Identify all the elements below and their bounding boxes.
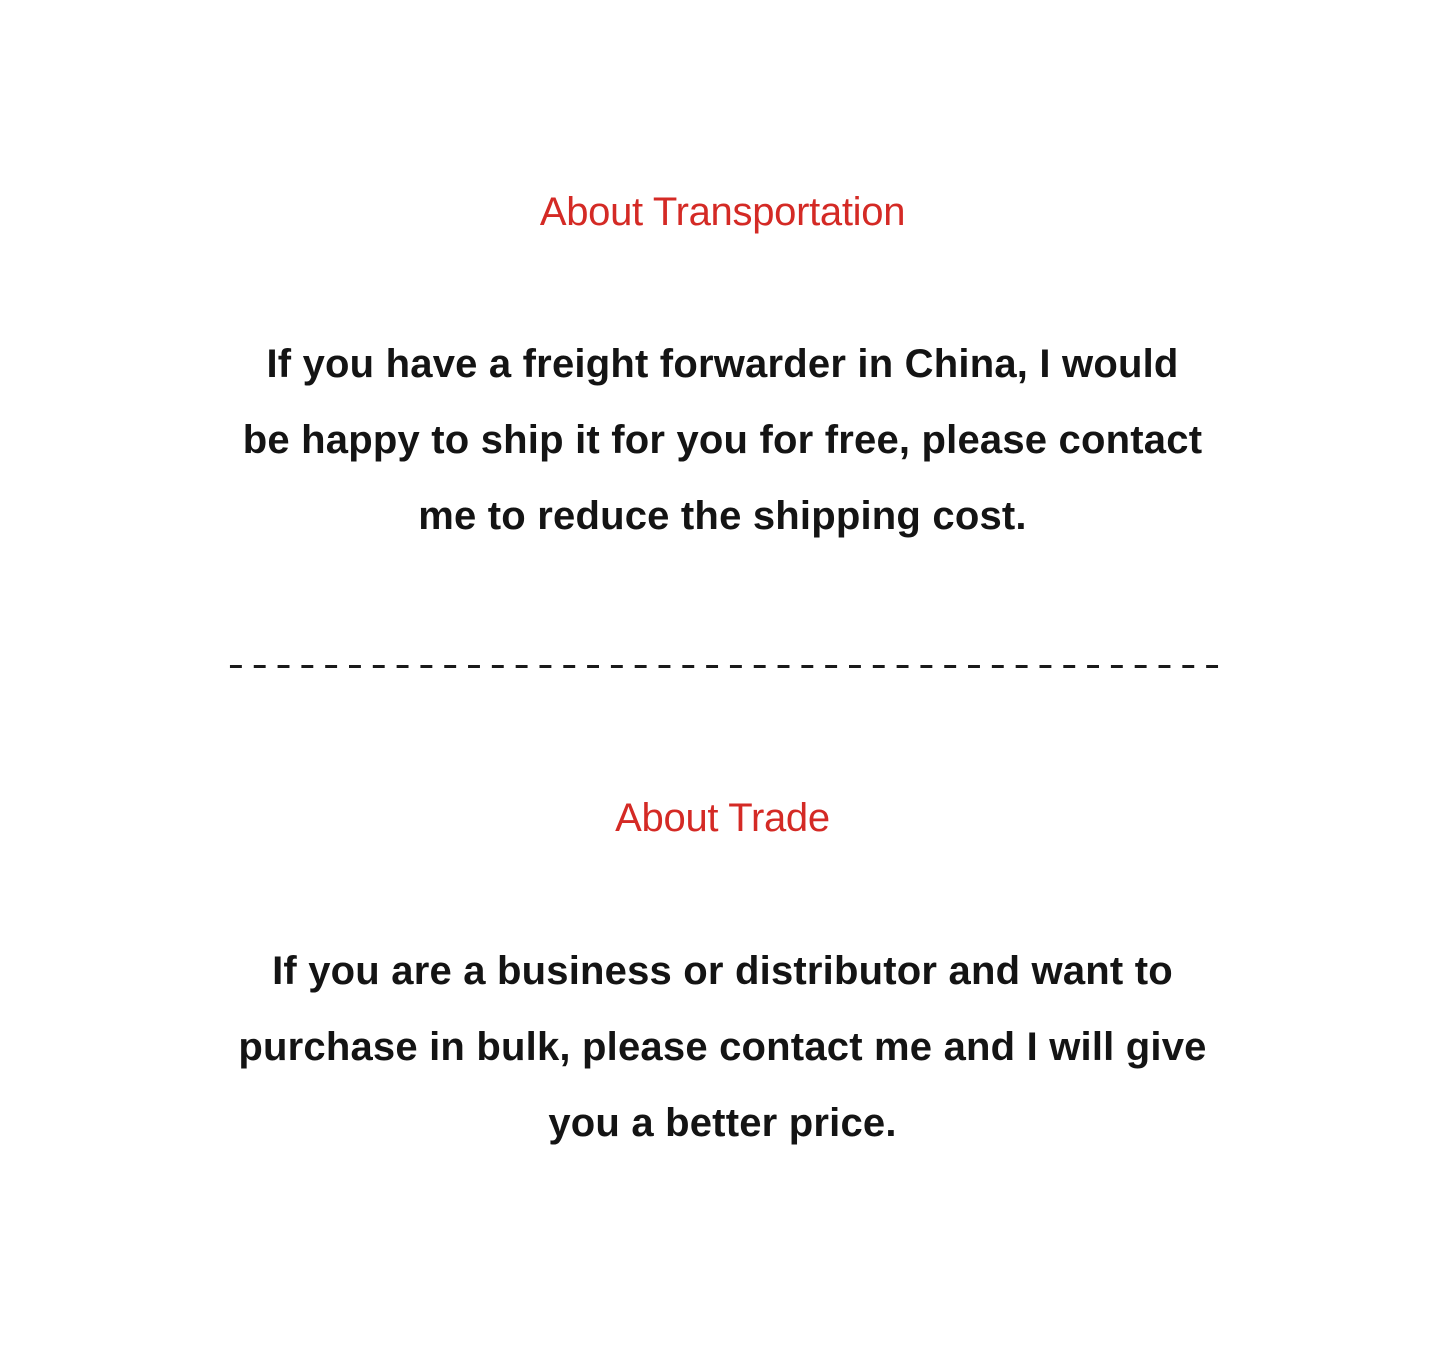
divider-dash — [635, 665, 647, 668]
divider-dash — [944, 665, 956, 668]
divider-dash — [801, 665, 813, 668]
divider-dash — [587, 665, 599, 668]
divider-dash — [420, 665, 432, 668]
divider-dash — [325, 665, 337, 668]
divider-dash — [754, 665, 766, 668]
divider-dash — [349, 665, 361, 668]
divider-dash — [1135, 665, 1147, 668]
transportation-paragraph — [0, 326, 1445, 554]
divider-dash — [254, 665, 266, 668]
divider-dash — [1206, 665, 1218, 668]
divider-dash — [897, 665, 909, 668]
divider-dash — [373, 665, 385, 668]
trade-paragraph — [0, 933, 1445, 1161]
divider-dash — [920, 665, 932, 668]
section-heading-transportation: About Transportation — [539, 190, 906, 234]
divider-dash — [444, 665, 456, 668]
divider-dash — [563, 665, 575, 668]
paragraph-line: me to reduce the shipping cost. — [418, 494, 1027, 538]
paragraph-line: If you are a business or distributor and want to — [272, 949, 1173, 993]
divider-dash — [1111, 665, 1123, 668]
divider-dash — [492, 665, 504, 668]
divider-dash — [682, 665, 694, 668]
divider-dash — [539, 665, 551, 668]
divider-dash — [1016, 665, 1028, 668]
paragraph-line: be happy to ship it for you for free, please contact — [242, 418, 1203, 462]
paragraph-line: purchase in bulk, please contact me and I will give — [238, 1025, 1207, 1069]
divider-dash — [849, 665, 861, 668]
dashed-divider — [224, 655, 1224, 679]
divider-dash — [278, 665, 290, 668]
divider-dash — [659, 665, 671, 668]
divider-dash — [1087, 665, 1099, 668]
divider-dash — [1182, 665, 1194, 668]
divider-dash — [611, 665, 623, 668]
divider-dash — [968, 665, 980, 668]
paragraph-line: If you have a freight forwarder in China, I would — [266, 342, 1179, 386]
divider-dash — [992, 665, 1004, 668]
divider-dash — [1159, 665, 1171, 668]
divider-dash — [230, 665, 242, 668]
divider-dash — [778, 665, 790, 668]
divider-dash — [730, 665, 742, 668]
divider-dash — [1039, 665, 1051, 668]
divider-dash — [397, 665, 409, 668]
divider-dash — [516, 665, 528, 668]
divider-dash — [706, 665, 718, 668]
paragraph-line: you a better price. — [548, 1101, 897, 1145]
section-heading-trade: About Trade — [615, 796, 830, 840]
divider-dash — [825, 665, 837, 668]
divider-dash — [468, 665, 480, 668]
divider-dash — [1063, 665, 1075, 668]
divider-dash — [873, 665, 885, 668]
divider-dash — [301, 665, 313, 668]
